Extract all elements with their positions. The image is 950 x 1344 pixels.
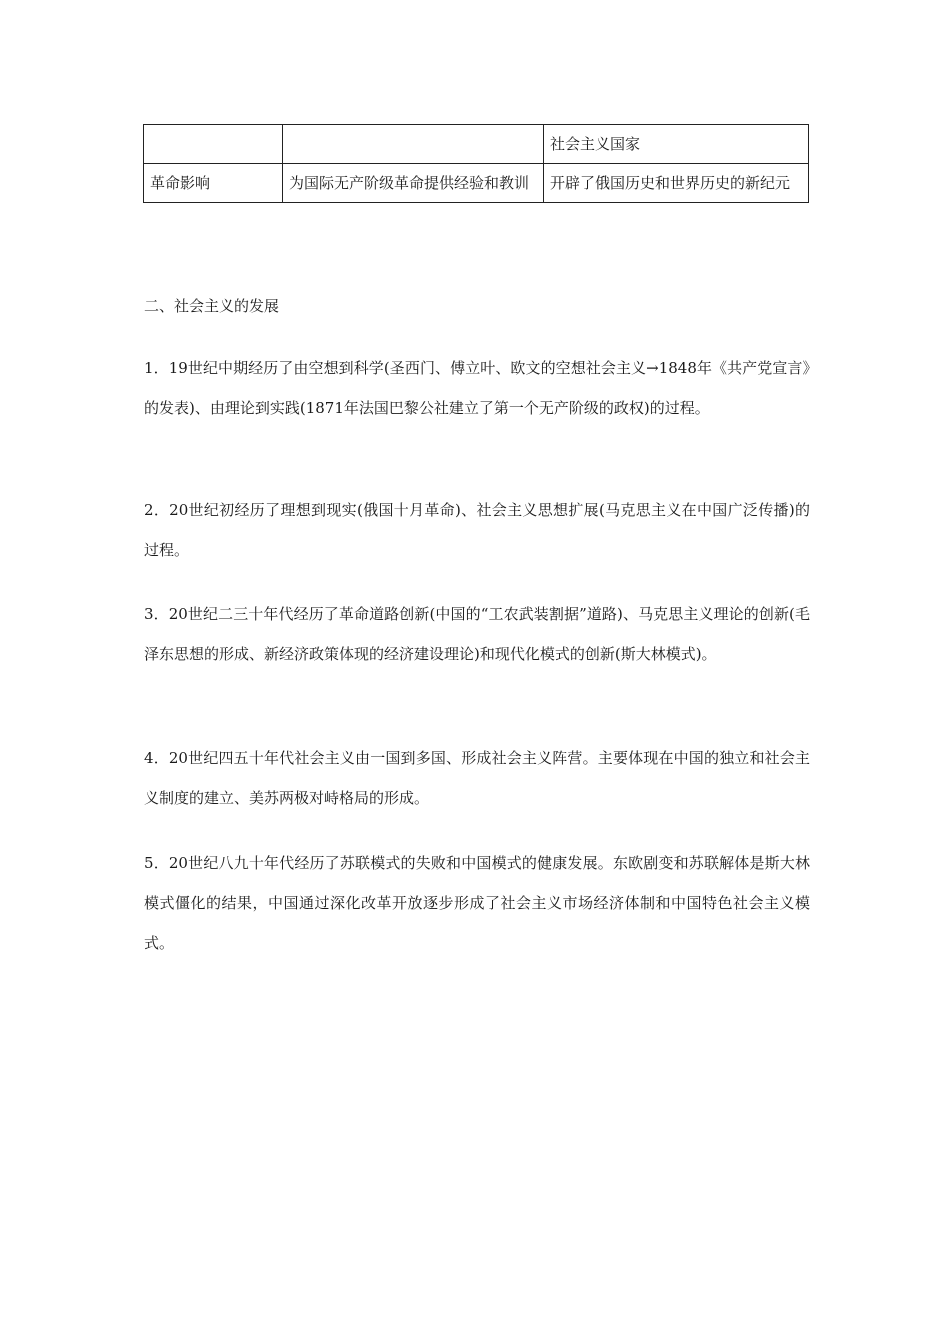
paragraph-3: 3．20世纪二三十年代经历了革命道路创新(中国的“工农武装割据”道路)、马克思主义理论的创新(毛泽东思想的形成、新经济政策体现的经济建设理论)和现代化模式的创新(斯大林模式)。: [144, 605, 810, 663]
table-cell: 为国际无产阶级革命提供经验和教训: [283, 164, 544, 203]
table-cell: [144, 125, 283, 164]
paragraph-4: 4．20世纪四五十年代社会主义由一国到多国、形成社会主义阵营。主要体现在中国的独立和社会主义制度的建立、美苏两极对峙格局的形成。: [144, 749, 810, 807]
paragraph-5: 5．20世纪八九十年代经历了苏联模式的失败和中国模式的健康发展。东欧剧变和苏联解体是斯大林模式僵化的结果，中国通过深化改革开放逐步形成了社会主义市场经济体制和中国特色社会主义模式。: [144, 854, 810, 952]
table-row: [144, 164, 809, 203]
table-cell: 开辟了俄国历史和世界历史的新纪元: [544, 164, 809, 203]
table-cell: 社会主义国家: [544, 125, 809, 164]
section-heading: 二、社会主义的发展: [144, 297, 280, 315]
row-label-revolution-impact: 革命影响: [144, 164, 283, 203]
table-row: [144, 125, 809, 164]
table-cell: [283, 125, 544, 164]
paragraph-1: 1．19世纪中期经历了由空想到科学(圣西门、傅立叶、欧文的空想社会主义→1848年《共产党宣言》的发表)、由理论到实践(1871年法国巴黎公社建立了第一个无产阶级的政权)的过程。: [144, 359, 810, 417]
paragraph-2: 2．20世纪初经历了理想到现实(俄国十月革命)、社会主义思想扩展(马克思主义在中国广泛传播)的过程。: [144, 501, 810, 559]
comparison-table: [143, 124, 809, 203]
